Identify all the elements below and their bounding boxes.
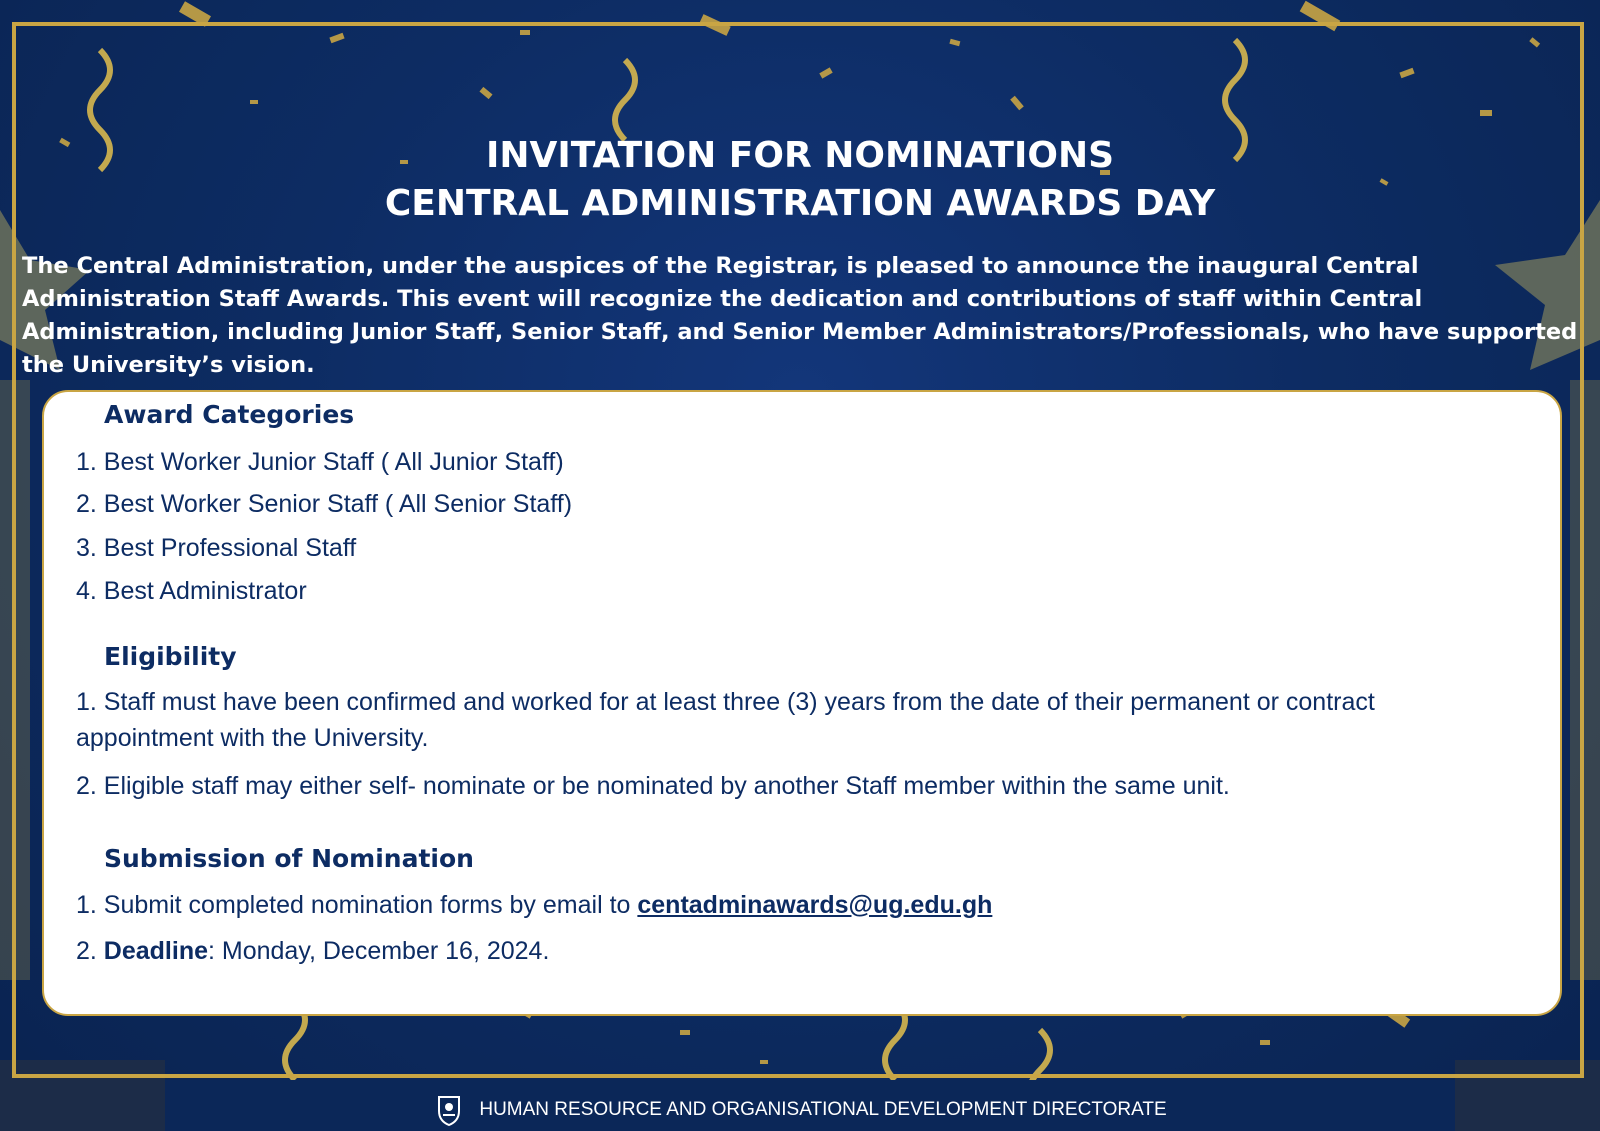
submission-item-1 [76,887,992,923]
title-line-1: INVITATION FOR NOMINATIONS [485,135,1115,176]
submission-heading: Submission of Nomination [104,844,474,873]
submission-item-2-number: 2. [76,937,104,965]
submission-item-1-text: 1. Submit completed nomination forms by email to [76,891,638,919]
details-card [42,390,1562,1016]
deadline-label: Deadline [103,937,208,965]
eligibility-heading: Eligibility [104,642,237,671]
intro-paragraph: The Central Administration, under the auspices of the Registrar, is pleased to announce the inaugural Central Administration Staff Awards. This event will recognize the dedication and contributions of staff within Central Administration, including Junior Staff, Senior Staff, and Senior Member Administrators/Professionals, who have supported the University’s vision. [22,253,1578,378]
submission-item-2 [76,933,549,969]
eligibility-item: 2. Eligible staff may either self- nominate or be nominated by another Staff member within the same unit. [76,772,1230,800]
award-categories-heading: Award Categories [104,400,355,429]
deadline-value: : Monday, December 16, 2024. [208,937,550,965]
award-category-item: 2. Best Worker Senior Staff ( All Senior Staff) [76,490,573,518]
footer-text: HUMAN RESOURCE AND ORGANISATIONAL DEVELOPMENT DIRECTORATE [479,1098,1167,1120]
award-category-item: 4. Best Administrator [76,577,307,605]
university-crest-icon [433,1093,465,1127]
award-category-item: 3. Best Professional Staff [76,534,357,562]
email-link[interactable]: centadminawards@ug.edu.gh [637,891,993,919]
award-category-item: 1. Best Worker Junior Staff ( All Junior Staff) [76,448,564,476]
title-line-2: CENTRAL ADMINISTRATION AWARDS DAY [384,183,1216,224]
eligibility-item: 1. Staff must have been confirmed and worked for at least three (3) years from the date of their permanent or contract appointment with the University. [76,688,1375,752]
footer [0,1088,1600,1131]
